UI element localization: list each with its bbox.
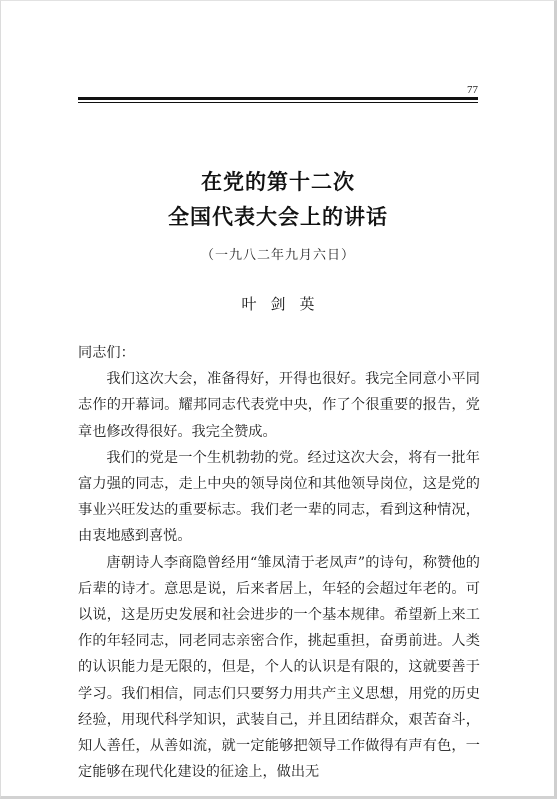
header-rule-thin	[78, 102, 478, 103]
title-line-1: 在党的第十二次	[201, 170, 355, 194]
header-rule-thick	[78, 97, 478, 100]
paragraph-3: 唐朝诗人李商隐曾经用“雏凤清于老凤声”的诗句，称赞他的后辈的诗才。意思是说，后来者居上，年轻的会超过年老的。可以说，这是历史发展和社会进步的一个基本规律。希望新上来工作的年轻同志，同老同志亲密合作，挑起重担，奋勇前进。人类的认识能力是无限的，但是，个人的认识是有限的，这就要善于学习。我们相信，同志们只要努力用共产主义思想，用党的历史经验，用现代科学知识，武装自己，并且团结群众，艰苦奋斗，知人善任，从善如流，就一定能够把领导工作做得有声有色，一定能够在现代化建设的征途上，做出无	[78, 554, 480, 781]
paragraph-1: 我们这次大会，准备得好，开得也很好。我完全同意小平同志作的开幕词。耀邦同志代表党中央，作了个很重要的报告，党章也修改得很好。我完全赞成。	[78, 371, 480, 440]
salutation: 同志们：	[78, 345, 135, 361]
page-number: 77	[467, 84, 478, 96]
paragraph-2: 我们的党是一个生机勃勃的党。经过这次大会，将有一批年富力强的同志，走上中央的领导岗位和其他领导岗位，这是党的事业兴旺发达的重要标志。我们老一辈的同志，看到这种情况，由衷地感到喜悦。	[78, 449, 480, 545]
title-line-2: 全国代表大会上的讲话	[168, 205, 388, 229]
speech-body	[78, 340, 480, 785]
author-name: 叶剑英	[241, 295, 329, 313]
speech-date: （一九八二年九月六日）	[200, 248, 355, 263]
